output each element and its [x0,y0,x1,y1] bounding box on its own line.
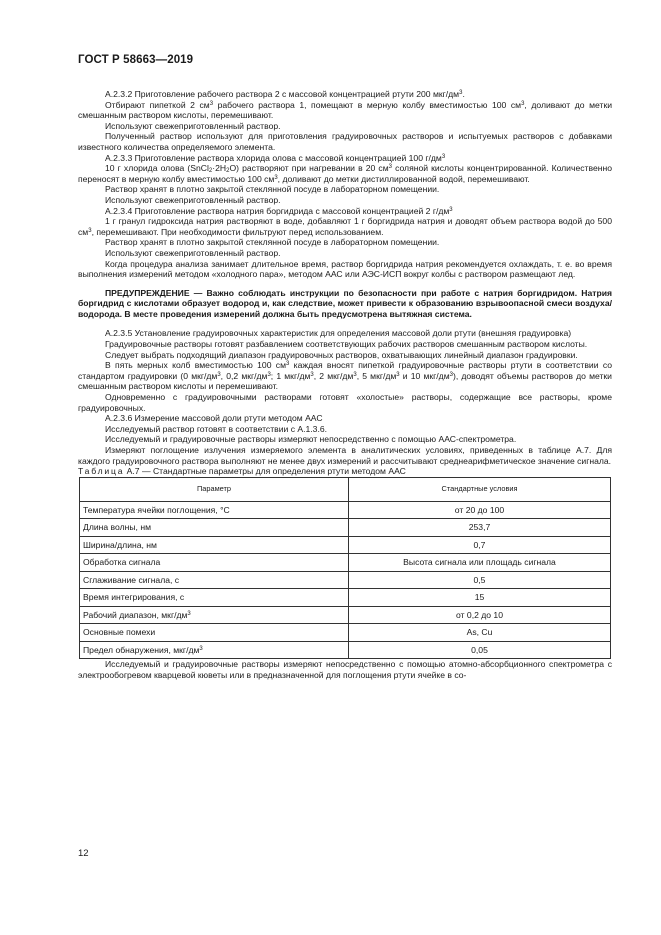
table-row [80,501,611,519]
table-row [80,571,611,589]
table-cell: 0,5 [349,571,611,589]
section-a234-p2: Раствор хранят в плотно закрытой стеклянной посуде в лабораторном помещении. [105,237,440,248]
table-row [80,641,611,659]
table-cell: Рабочий диапазон, мкг/$дм^3$ [80,606,349,624]
table-cell: 15 [349,589,611,607]
section-a235-p2: Следует выбрать подходящий диапазон градуировочных растворов, охватывающих линейный диапазон градуировки. [105,349,578,360]
table-cell: 0,05 [349,641,611,659]
safety-warning: ПРЕДУПРЕЖДЕНИЕ — Важно соблюдать инструкции по безопасности при работе с натрия боргидридом. Натрия боргидрид с кислотами образует водород и, как следствие, может привести к образованию взрывоопасной смеси воздуха/водорода. В месте проведения измерений должна быть предусмотрена вытяжная система. [78,287,612,319]
column-header-conditions: Стандартные условия [349,477,611,501]
table-cell: от 0,2 до 10 [349,606,611,624]
table-cell: Основные помехи [80,624,349,642]
section-a235-title: А.2.3.5 Установление градуировочных характеристик для определения массовой доли ртути (внешняя градуировка) [105,328,572,339]
column-header-parameter: Параметр [80,477,349,501]
document-body [78,89,612,680]
section-a234-p3: Используют свежеприготовленный раствор. [105,247,281,258]
section-a236-title: А.2.3.6 Измерение массовой доли ртути методом ААС [105,413,323,424]
section-a234-title: А.2.3.4 Приготовление раствора натрия боргидрида с массовой концентрацией 2 $г/дм^3$ [105,205,453,216]
page-number: 12 [78,848,89,859]
table-cell: As, Cu [349,624,611,642]
section-a232-p1: Отбирают пипеткой 2 $см^3$ рабочего раствора 1, помещают в мерную колбу вместимостью 100 $см^3$, доливают до метки смешанным раствором кислоты, перемешивают. [78,99,612,121]
table-row [80,624,611,642]
table-caption: Таблица А.7 — Стандартные параметры для определения ртути методом ААС [78,466,406,477]
table-row [80,589,611,607]
section-a236-p2: Исследуемый и градуировочные растворы измеряют непосредственно с помощью ААС-спектрометра. [105,434,517,445]
section-a235-p3: В пять мерных колб вместимостью 100 $см^3$ каждая вносят пипеткой градуировочные растворы ртути в соответствии со стандартом градуировки (0 мкг/$дм^3$, 0,2 мкг/$дм^3$; 1 мкг/$дм^3$, 2 мкг/$дм^3$, 5 мкг/$дм^3$ и 10 мкг/$дм^3$), доводят объемы растворов до метки смешанным раствором кислоты и перемешивают. [78,360,612,392]
table-cell: 0,7 [349,536,611,554]
document-code: ГОСТ Р 58663—2019 [78,54,194,66]
section-a232-p2: Используют свежеприготовленный раствор. [105,120,281,131]
section-a232-title: А.2.3.2 Приготовление рабочего раствора 2 с массовой концентрацией ртути 200 мкг/$дм^3$. [105,89,465,99]
table-row [80,519,611,537]
table-cell: Время интегрирования, с [80,589,349,607]
section-a233-p2: Раствор хранят в плотно закрытой стеклянной посуде в лабораторном помещении. [105,184,440,195]
section-a233-p3: Используют свежеприготовленный раствор. [105,194,281,205]
table-cell: Длина волны, нм [80,519,349,537]
section-a235-p1: Градуировочные растворы готовят разбавлением соответствующих рабочих растворов смешанным раствором кислоты. [105,339,588,350]
table-cell: Высота сигнала или площадь сигнала [349,554,611,572]
table-row [80,606,611,624]
section-a233-p1: 10 г хлорида олова $(SnCl_2\cdot 2H_2O)$ растворяют при нагревании в 20 $см^3$ соляной кислоты концентрированной. Количественно переносят в мерную колбу вместимостью 100 $см^3$, доливают до метки дистиллированной водой, перемешивают. [78,163,612,184]
section-a234-p1: 1 г гранул гидроксида натрия растворяют в воде, добавляют 1 г боргидрида натрия и доводят объем раствора водой до 500 $см^3$, перемешивают. При необходимости фильтруют перед использованием. [78,216,612,237]
section-a232-p3: Полученный раствор используют для приготовления градуировочных растворов и испытуемых растворов с добавками известного количества определяемого элемента. [78,131,612,152]
section-a233-title: А.2.3.3 Приготовление раствора хлорида олова с массовой концентрацией 100 $г/дм^3$ [105,152,446,163]
table-cell: 253,7 [349,519,611,537]
table-cell: от 20 до 100 [349,501,611,519]
table-cell: Обработка сигнала [80,554,349,572]
section-a235-p4: Одновременно с градуировочными растворами готовят «холостые» растворы, содержащие все растворы, кроме градуировочных. [78,392,612,413]
table-row [80,536,611,554]
section-a236-p1: Исследуемый раствор готовят в соответствии с А.1.3.6. [105,423,327,434]
table-cell: Сглаживание сигнала, с [80,571,349,589]
section-a236-p3: Измеряют поглощение излучения измеряемого элемента в аналитических условиях, приведенных в таблице А.7. Для каждого градуировочного раствора выполняют не менее двух измерений и рассчитывают среднеарифметическое значение сигнала. [78,445,612,466]
section-a234-p4: Когда процедура анализа занимает длительное время, раствор боргидрида натрия рекомендуется охлаждать, т. е. во время выполнения измерений методом «холодного пара», методом ААС или АЭС-ИСП вокруг колбы с раствором размещают лед. [78,258,612,280]
table-cell: Ширина/длина, нм [80,536,349,554]
table-cell: Предел обнаружения, мкг/$дм^3$ [80,641,349,659]
parameters-table [79,477,611,660]
after-table-paragraph: Исследуемый и градуировочные растворы измеряют непосредственно с помощью атомно-абсорбционного спектрометра с электрообогревом кварцевой кюветы или в предназначенной для поглощения ртути ячейке в со- [78,659,612,680]
table-cell: Температура ячейки поглощения, °С [80,501,349,519]
table-header-row [80,477,611,501]
table-row [80,554,611,572]
